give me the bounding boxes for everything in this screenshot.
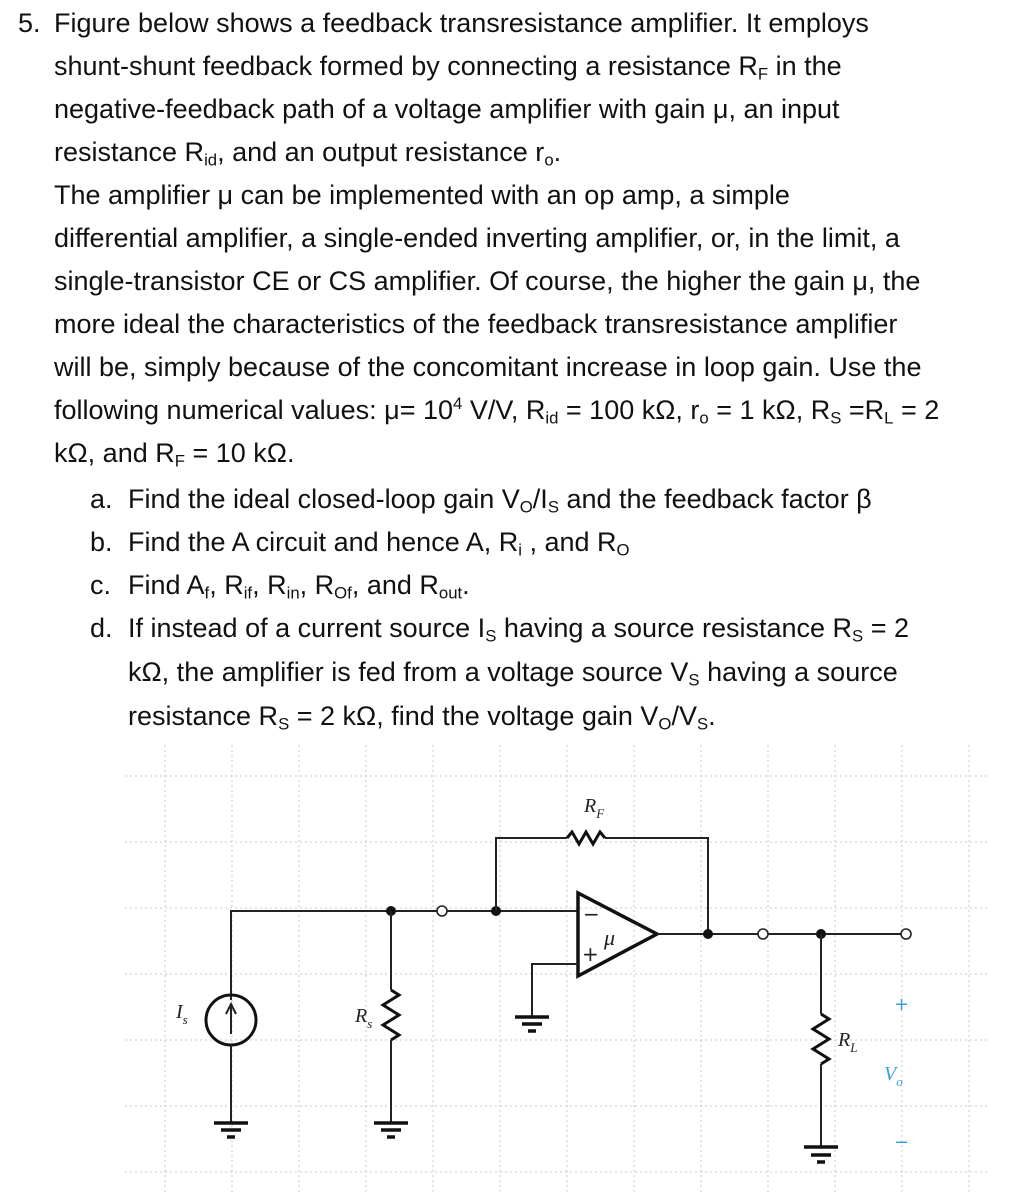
subpart-text-line: Find the ideal closed-loop gain $V_O/I_S$ and the feedback factor β xyxy=(128,484,872,517)
amplifier-mu xyxy=(515,893,657,1031)
subpart-label: a. xyxy=(90,484,113,514)
subpart-label: b. xyxy=(90,527,113,557)
subpart-label: c. xyxy=(90,570,112,600)
ground-icon xyxy=(804,1147,838,1162)
resistor-rl xyxy=(804,934,857,1162)
subpart-text-line: resistance $R_S = 2$ kΩ, find the voltage gain $V_O/V_S$. xyxy=(128,701,716,734)
vo-label: $V_o$ xyxy=(884,1063,903,1089)
subpart-label: d. xyxy=(90,613,113,643)
resistor-zigzag-icon xyxy=(383,990,399,1040)
output-node-wire xyxy=(657,929,911,939)
intro-text-line: more ideal the characteristics of the feedback transresistance amplifier xyxy=(54,309,898,339)
inverting-input-sign: − xyxy=(583,902,600,926)
intro-text-line: The amplifier μ can be implemented with an op amp, a simple xyxy=(54,180,790,210)
junction-dot xyxy=(703,929,713,939)
intro-text-line: following numerical values: $\mu= 10^4$ V/V, $R_{id} = 100$ kΩ, $r_o = 1$ kΩ, $R_S =R_L = 2$ xyxy=(54,393,940,428)
resistor-rs xyxy=(354,911,408,1137)
resistor-rf xyxy=(496,795,708,934)
output-voltage-vo xyxy=(884,994,909,1153)
current-source-is xyxy=(175,995,256,1137)
vo-plus-sign: + xyxy=(894,994,910,1015)
is-label: $I_s$ xyxy=(176,1001,188,1027)
intro-text-line: resistance $R_{id}$, and an output resistance $r_o$. xyxy=(54,137,562,170)
vo-terminal xyxy=(901,929,911,939)
intro-text-line: Figure below shows a feedback transresistance amplifier. It employs xyxy=(54,8,869,38)
subpart-text-line: Find $A_f$, $R_{if}$, $R_{in}$, $R_{Of}$, and $R_{out}$. xyxy=(128,570,470,603)
intro-text-line: negative-feedback path of a voltage amplifier with gain μ, an input xyxy=(54,94,840,124)
intro-text-line: will be, simply because of the concomitant increase in loop gain. Use the xyxy=(54,352,922,382)
ground-icon xyxy=(214,1123,248,1137)
subpart-text-line: kΩ, the amplifier is fed from a voltage source $V_S$ having a source xyxy=(128,657,898,690)
vo-minus-sign: − xyxy=(894,1132,910,1153)
noninverting-input-sign: + xyxy=(582,942,599,966)
input-terminal xyxy=(437,906,447,916)
subpart-text-line: If instead of a current source $I_S$ having a source resistance $R_S = 2$ xyxy=(128,613,910,646)
ground-icon xyxy=(374,1123,408,1137)
intro-text-line: shunt-shunt feedback formed by connecting a resistance $R_F$ in the xyxy=(54,51,842,84)
rf-label: $R_F$ xyxy=(584,795,605,821)
resistor-zigzag-icon xyxy=(813,1014,829,1064)
question-number: 5. xyxy=(18,8,41,38)
intro-text-line: kΩ, and $R_F = 10$ kΩ. xyxy=(54,438,295,471)
output-terminal xyxy=(758,929,768,939)
intro-text-line: single-transistor CE or CS amplifier. Of course, the higher the gain μ, the xyxy=(54,266,921,296)
rs-label: $R_s$ xyxy=(355,1005,373,1031)
intro-text-line: differential amplifier, a single-ended inverting amplifier, or, in the limit, a xyxy=(54,223,900,253)
grid-background xyxy=(125,745,990,1195)
rl-label: $R_L$ xyxy=(838,1029,858,1055)
subpart-text-line: Find the A circuit and hence A, $R_i$ , and $R_O$ xyxy=(128,527,630,560)
gain-mu-label: μ xyxy=(604,925,616,950)
ground-icon xyxy=(515,1017,549,1031)
input-node-wire xyxy=(231,906,578,1000)
